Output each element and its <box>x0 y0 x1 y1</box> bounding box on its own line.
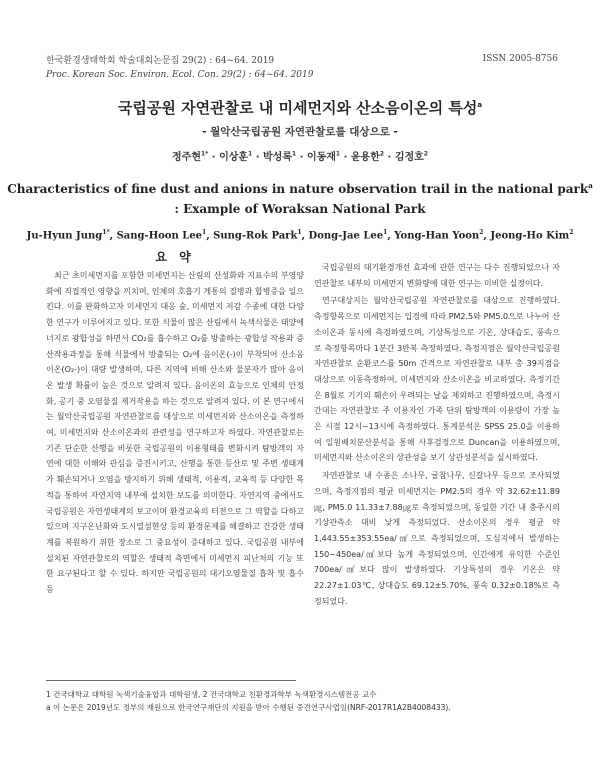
author-affiliation-mark: 2 <box>379 150 385 158</box>
author-name: Sang-Hoon Lee <box>116 230 202 242</box>
paper-subtitle-ko: - 월악산국립공원 자연관찰로를 대상으로 - <box>202 126 398 138</box>
author-name: 박성록 <box>263 152 292 163</box>
footnote-divider <box>46 680 296 681</box>
author-name: 김정호 <box>394 152 424 163</box>
journal-citation-ko: 한국환경생태학회 학술대회논문집 29(2) : 64~64. 2019 <box>46 56 275 66</box>
author-name: Jeong-Ho Kim <box>490 230 570 242</box>
abstract-paragraph: 국립공원의 대기환경개선 효과에 관한 연구는 다수 진행되었으나 자연관찰로 내부의 미세먼지 변화량에 대한 연구는 미비한 실정이다. <box>314 263 560 288</box>
abstract-right-column <box>314 260 560 609</box>
title-ko-footnote-mark: a <box>477 101 483 109</box>
author-affiliation-mark: 1 <box>383 229 388 236</box>
author-affiliation-mark: 2 <box>479 229 484 236</box>
abstract-paragraph: 자연관찰로 내 수종은 소나무, 굴참나무, 신갈나무 등으로 조사되었으며, 측정지점의 평균 미세먼지는 PM2.5의 경우 약 32.62±11.89㎍, PM5.0 11.33±7.88㎍로 측정되었으며, 동일한 기간 내 충주시의 기상관측소 대비 낮게 측정되었다. 산소이온의 경우 평균 약 1,443.55±353.55ea/㎤으로 측정되었으며, 도심지에서 발생하는 150~450ea/㎤보다 높게 측정되었으며, 인간에게 유익한 수준인 700ea/㎤보다 많이 발생하였다. 기상특성의 경우 기온은 약 22.27±1.03℃, 상대습도 69.12±5.70%, 풍속 0.32±0.18%로 측정되었다. <box>314 471 560 606</box>
title-en-footnote-mark: a <box>588 181 593 190</box>
abstract-paragraph: 최근 초미세먼지를 포함한 미세먼지는 산림의 산성화와 지표수의 부영양화에 직접적인 영향을 끼치며, 인체의 호흡기 계통의 질병과 합병증을 일으킨다. 이를 완화하고자 미세먼지 대응 숲, 미세먼지 저감 수종에 대한 다양한 연구가 이루어지고 있다. 또한 식물이 많은 산림에서 녹색식물은 태양에너지로 광합성을 하면서 CO₂를 흡수하고 O₂를 방출하는 광합성 작용과 증산작용과정을 통해 식물에서 방출되는 O₂에 음이온(-)이 부착되어 산소음이온(O₂-)이 대량 발생하며, 다른 지역에 비해 산소와 물분자가 많아 음이온 발생 확률이 높은 것으로 알려져 있다. 음이온의 효능으로 인체의 안정화, 공기 중 오염물질 제거작용을 하는 것으로 알려져 있다. 이 본 연구에서는 월악산국립공원 자연관찰로를 대상으로 미세먼지와 산소이온을 측정하여, 미세먼지와 산소이온과의 관련성을 연구하고자 하였다. 자연관찰로는 기존 단순한 산행을 비롯한 국립공원의 이용형태를 변화시켜 탐방객의 자연에 대한 이해와 관심을 증진시키고, 산행을 통한 등산로 및 주변 생태계가 훼손되거나 오염을 방지하기 위해 생태적, 이용적, 교육적 등 다양한 목적을 통하여 자연지역 내부에 설치한 보도를 의미한다. 자연지역 중에서도 국립공원은 자연생태계의 보고이며 환경교육의 터전으로 그 역할을 다하고 있으며 지구온난화와 도시열섬현상 등의 환경문제를 해결하고 건강한 생태계를 복원하기 위한 장소로 그 중요성이 증대하고 있다. 국립공원 내부에 설치된 자연관찰로의 역할은 생태적 측면에서 미세먼지 피난처의 기능 또한 요구된다고 할 수 있다. 하지만 국립공원의 대기오염물질 흡착 및 흡수 등 <box>46 271 304 595</box>
author-affiliation-mark: 1* <box>200 150 209 158</box>
issn: ISSN 2005-8756 <box>482 54 558 64</box>
author-name: 윤용한 <box>350 152 380 163</box>
author-affiliation-mark: 1* <box>102 229 110 236</box>
footnote-affiliation: 1 건국대학교 대학원 녹색기술융합과 대학원생, 2 건국대학교 친환경과학부 녹색환경시스템전공 교수 <box>46 690 377 699</box>
author-name: Dong-Jae Lee <box>308 230 384 242</box>
abstract-heading: 요 약 <box>155 250 195 264</box>
author-name: Ju-Hyun Jung <box>26 230 103 242</box>
footnotes <box>46 688 560 714</box>
author-affiliation-mark: 1 <box>248 150 253 158</box>
paper-title-en-line1: Characteristics of fine dust and anions in nature observation trail in the national park <box>7 182 589 196</box>
footnote-funding: a 이 논문은 2019년도 정부의 재원으로 한국연구재단의 지원을 받아 수행된 중견연구사업임(NRF-2017R1A2B4008433). <box>46 703 451 712</box>
author-affiliation-mark: 1 <box>297 229 302 236</box>
abstract-left-column <box>46 268 304 598</box>
author-affiliation-mark: 1 <box>291 150 297 158</box>
paper-title-en-line2: : Example of Woraksan National Park <box>174 202 426 216</box>
journal-header <box>46 54 313 82</box>
author-name: 이동재 <box>306 152 336 163</box>
author-name: Sung-Rok Park <box>213 230 298 242</box>
author-name: 이상훈 <box>219 152 249 163</box>
paper-title-ko <box>0 97 600 118</box>
author-list-en: Ju-Hyun Jung$^{1*}$, Sang-Hoon Lee$^1$, Sung-Rok Park$^1$, Dong-Jae Lee$^1$, Yong-Han Yoon$^2$, Jeong-Ho Kim$^2$ <box>26 229 574 242</box>
author-affiliation-mark: 2 <box>569 229 574 236</box>
author-affiliation-mark: 1 <box>202 229 207 236</box>
author-name: Yong-Han Yoon <box>394 230 480 242</box>
author-name: 정주현 <box>172 152 201 163</box>
paper-title-en <box>0 176 600 219</box>
author-affiliation-mark: 2 <box>423 150 428 158</box>
journal-citation-en: Proc. Korean Soc. Environ. Ecol. Con. 29(2) : 64~64. 2019 <box>46 70 314 80</box>
paper-title-ko-text: 국립공원 자연관찰로 내 미세먼지와 산소음이온의 특성 <box>117 99 478 117</box>
abstract-paragraph: 연구대상지는 월악산국립공원 자연관찰로를 대상으로 진행하였다. 측정항목으로 미세먼지는 입경에 따라 PM2.5와 PM5.0으로 나누어 산소이온과 동시에 측정하였으며, 기상특성으로 기온, 상대습도, 풍속으로 측정항목마다 1분간 3반복 측정하였다. 측정지점은 월악산국립공원 자연관찰로 순환코스를 50m 간격으로 자연관찰로 내부 총 39지점을 대상으로 이동측정하여, 미세먼지와 산소이온을 비교하였다. 측정기간은 8월로 기기의 훼손이 우려되는 날을 제외하고 진행하였으며, 측정시간대는 자연관찰로 주 이용자인 가족 단위 탐방객의 이용량이 가장 높은 시점 12시~13시에 측정하였다. 통계분석은 SPSS 25.0을 이용하여 일원배치분산분석을 통해 사후검정으로 Duncan을 이용하였으며, 미세먼지와 산소이온의 상관성을 보기 상관성분석을 실시하였다. <box>314 296 560 463</box>
author-affiliation-mark: 1 <box>335 150 341 158</box>
author-list-ko: 정주현$^{1*}$ · 이상훈$^1$ · 박성록$^1$ · 이동재$^1$ · 윤용한$^2$ · 김정호$^2$ <box>172 150 428 163</box>
